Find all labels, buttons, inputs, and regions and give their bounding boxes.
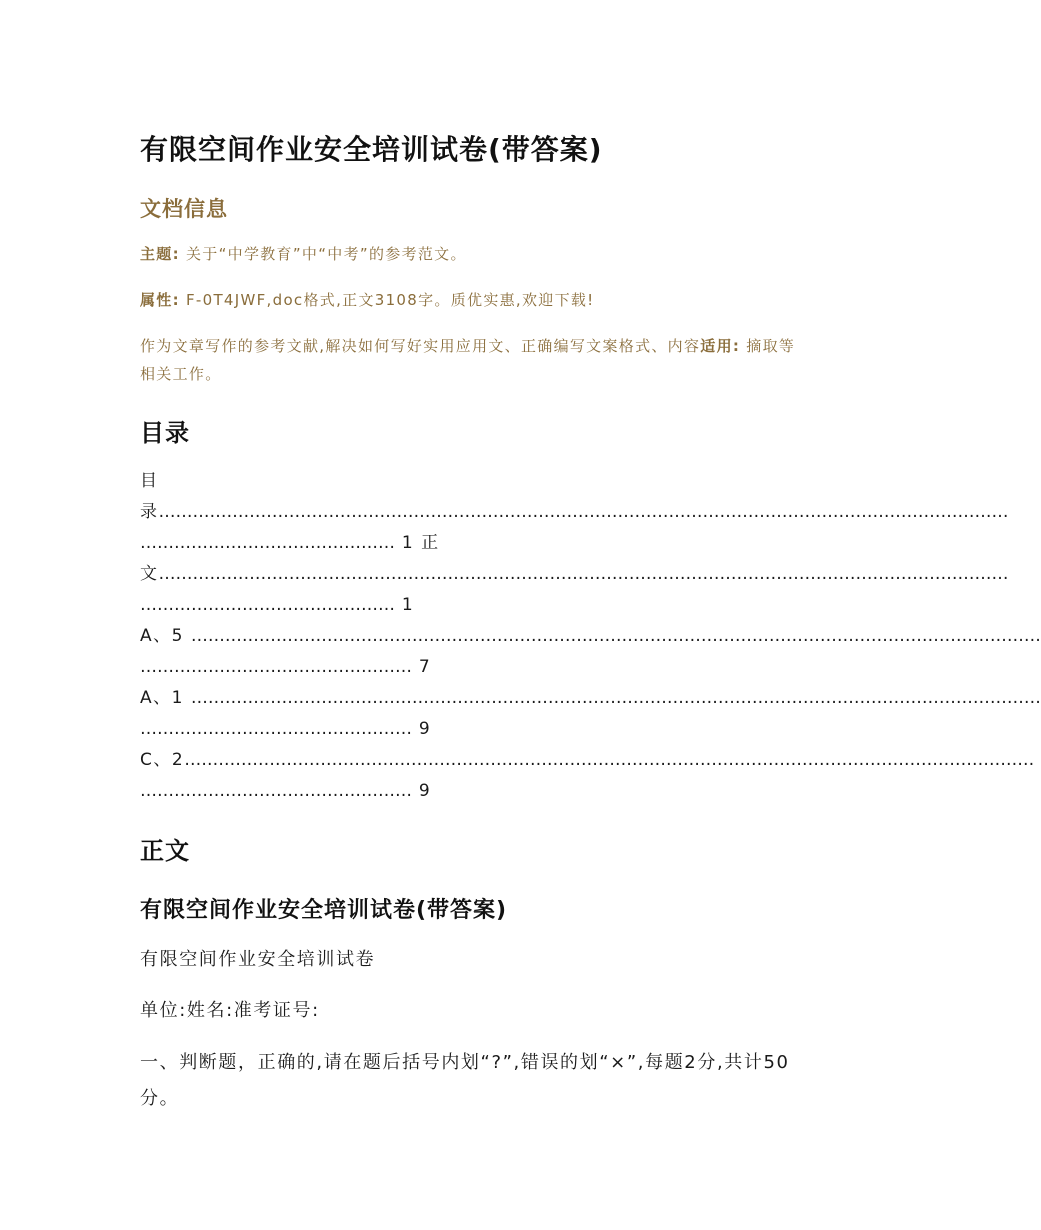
toc-leader: ………………………………………… [140,719,412,739]
toc-leader: …………………………………………………………………………………………………………………………………… [158,564,1009,584]
toc-leader: …………………………………………………………………………………………………………………………………… [184,750,1035,770]
meta-topic [140,240,810,268]
toc-entry-label: A、1 [140,688,184,708]
toc-leader: ………………………………………… [140,781,412,801]
body-subtitle: 有限空间作业安全培训试卷(带答案) [140,898,508,923]
toc-page-number: 9 [418,719,432,739]
doc-info-heading: 文档信息 [140,197,228,221]
paragraph-exam-title: 有限空间作业安全培训试卷 [140,949,376,970]
toc-entry-label: 文 [140,564,159,584]
toc-leader: ……………………………………… [140,533,395,553]
toc-entry-label: A、5 [140,626,184,646]
topic-value: 关于“中学教育”中“中考”的参考范文。 [185,245,467,263]
toc-entry-label: 录 [140,502,159,522]
toc-page-number: 7 [418,657,432,677]
usage-text: 作为文章写作的参考文献,解决如何写好实用应用文、正确编写文案格式、内容 [140,337,701,355]
toc-leader: ………………………………………… [140,657,412,677]
toc-leader: …………………………………………………………………………………………………………………………………… [190,688,1041,708]
attr-value: F-0T4JWF,doc格式,正文3108字。质优实惠,欢迎下载! [185,291,595,309]
toc-entry-prefix: 目 [140,471,159,491]
toc-leader: ……………………………………… [140,595,395,615]
toc-entry[interactable] [140,466,1009,559]
document-title: 有限空间作业安全培训试卷(带答案) [140,133,603,166]
toc-entry-label: C、2 [140,750,185,770]
toc-entry[interactable] [140,683,1041,745]
usage-label: 适用: [700,337,741,355]
meta-attributes [140,286,810,314]
meta-usage [140,332,810,388]
toc-page-number: 9 [418,781,432,801]
toc-entry[interactable] [140,745,1035,807]
toc-page-number: 1 正 [401,533,440,553]
attr-label: 属性: [140,291,180,309]
toc-leader: …………………………………………………………………………………………………………………………………… [190,626,1041,646]
toc-page-number: 1 [401,595,415,615]
toc-heading: 目录 [140,419,190,447]
toc-leader: …………………………………………………………………………………………………………………………………… [158,502,1009,522]
body-heading: 正文 [140,837,190,865]
usage-tail: 摘取等相关工作。 [140,337,796,383]
toc-entry[interactable] [140,621,1041,683]
table-of-contents [140,466,1041,807]
topic-label: 主题: [140,245,180,263]
toc-entry[interactable] [140,559,1009,621]
paragraph-exam-fields: 单位:姓名:准考证号: [140,1000,320,1021]
paragraph-section-instructions: 一、判断题，正确的,请在题后括号内划“?”,错误的划“×”,每题2分,共计50分。 [140,1052,790,1109]
